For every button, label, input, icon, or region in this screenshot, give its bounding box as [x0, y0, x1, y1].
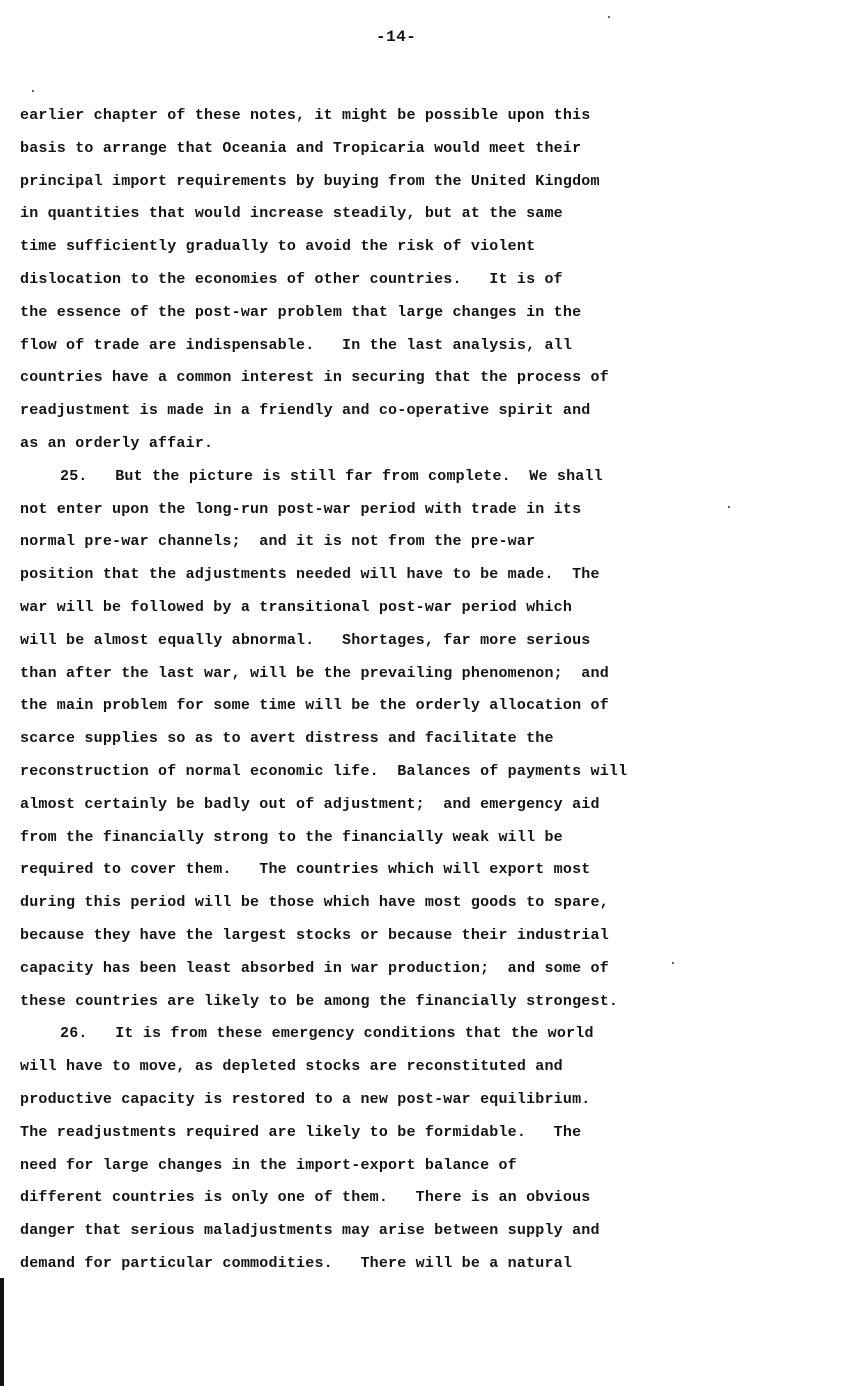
scan-edge-shadow: [0, 1278, 4, 1386]
text-line: will have to move, as depleted stocks are reconstituted and: [20, 1058, 563, 1076]
text-line: the main problem for some time will be the orderly allocation of: [20, 697, 609, 715]
text-line: reconstruction of normal economic life. Balances of payments will: [20, 762, 628, 780]
text-line: in quantities that would increase steadily, but at the same: [20, 205, 563, 223]
scan-speck: [672, 962, 674, 964]
text-line: the essence of the post-war problem that large changes in the: [20, 303, 582, 321]
page-number: -14-: [376, 28, 417, 46]
text-line: earlier chapter of these notes, it might be possible upon this: [20, 107, 591, 124]
text-line: almost certainly be badly out of adjustment; and emergency aid: [20, 795, 600, 813]
text-line: war will be followed by a transitional post-war period which: [20, 598, 573, 616]
text-line: countries have a common interest in securing that the process of: [20, 369, 609, 387]
text-line: basis to arrange that Oceania and Tropicaria would meet their: [20, 139, 582, 157]
text-line: time sufficiently gradually to avoid the risk of violent: [20, 238, 536, 256]
text-line: during this period will be those which have most goods to spare,: [20, 894, 609, 912]
text-line: from the financially strong to the financially weak will be: [20, 828, 563, 846]
text-line: principal import requirements by buying from the United Kingdom: [20, 172, 600, 190]
scan-speck: [608, 16, 610, 18]
text-line: demand for particular commodities. There will be a natural: [20, 1254, 573, 1272]
text-line: need for large changes in the import-export balance of: [20, 1156, 517, 1174]
text-line: than after the last war, will be the prevailing phenomenon; and: [20, 664, 609, 682]
text-line: as an orderly affair.: [20, 434, 214, 452]
body-text: [20, 100, 830, 1281]
scan-speck: [32, 90, 34, 92]
text-line: different countries is only one of them. There is an obvious: [20, 1189, 591, 1207]
text-line: The readjustments required are likely to be formidable. The: [20, 1123, 582, 1141]
text-line: position that the adjustments needed will have to be made. The: [20, 566, 600, 584]
text-line: danger that serious maladjustments may arise between supply and: [20, 1222, 600, 1240]
text-line: capacity has been least absorbed in war production; and some of: [20, 959, 609, 977]
text-line: normal pre-war channels; and it is not from the pre-war: [20, 533, 536, 551]
paragraph-25-start: 25. But the picture is still far from complete. We shall: [60, 467, 603, 485]
text-line: these countries are likely to be among the financially strongest.: [20, 992, 619, 1010]
text-line: not enter upon the long-run post-war period with trade in its: [20, 500, 582, 518]
text-line: readjustment is made in a friendly and co-operative spirit and: [20, 402, 591, 420]
text-line: flow of trade are indispensable. In the last analysis, all: [20, 336, 573, 354]
text-line: because they have the largest stocks or because their industrial: [20, 926, 609, 944]
text-line: dislocation to the economies of other countries. It is of: [20, 270, 563, 288]
text-line: required to cover them. The countries which will export most: [20, 861, 591, 879]
scan-speck: [728, 506, 730, 508]
text-line: will be almost equally abnormal. Shortages, far more serious: [20, 631, 591, 649]
paragraph-26-start: 26. It is from these emergency conditions that the world: [60, 1025, 594, 1043]
text-line: scarce supplies so as to avert distress and facilitate the: [20, 730, 554, 748]
text-line: productive capacity is restored to a new post-war equilibrium.: [20, 1090, 591, 1108]
